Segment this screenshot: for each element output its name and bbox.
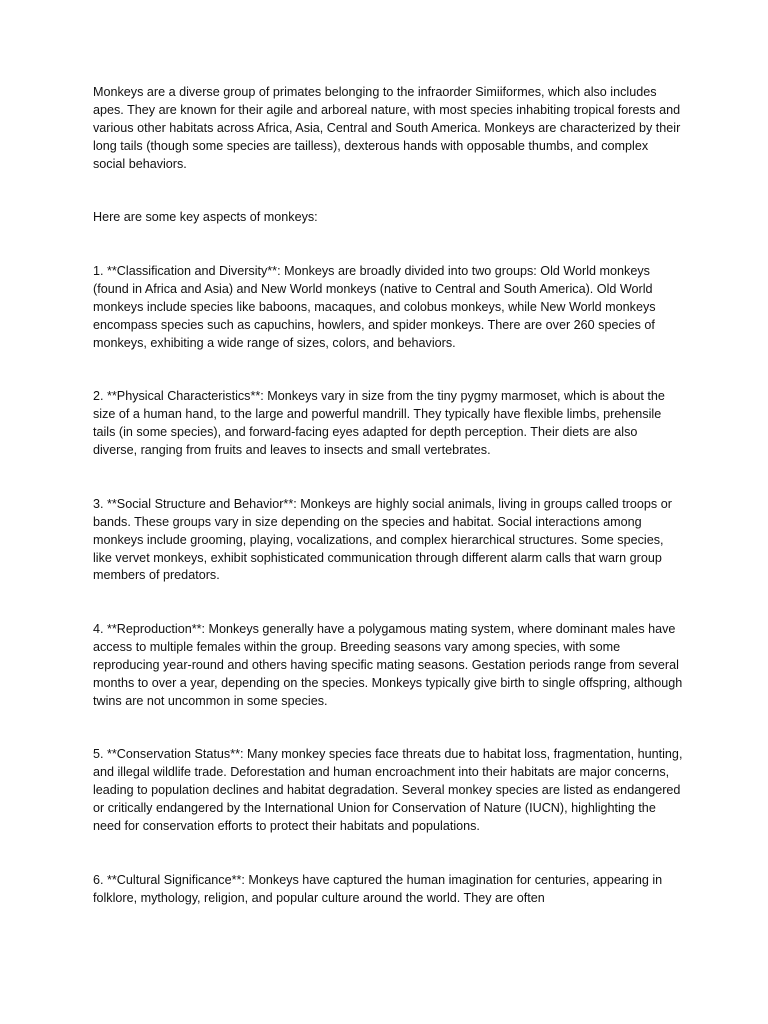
point-reproduction: 4. **Reproduction**: Monkeys generally have a polygamous mating system, where dominant males have access to multiple females within the group. Breeding seasons vary among species, with some reproducing year-round and others having specific mating seasons. Gestation periods range from several months to over a year, depending on the species. Monkeys typically give birth to single offspring, although twins are not uncommon in some species. [93, 622, 683, 708]
point-cultural-significance: 6. **Cultural Significance**: Monkeys have captured the human imagination for centuries, appearing in folklore, mythology, religion, and popular culture around the world. They are often [93, 872, 663, 905]
lead-in-paragraph: Here are some key aspects of monkeys: [93, 210, 318, 225]
point-physical-characteristics: 2. **Physical Characteristics**: Monkeys vary in size from the tiny pygmy marmoset, which is about the size of a human hand, to the large and powerful mandrill. They typically have flexible limbs, prehensile tails (in some species), and forward-facing eyes adapted for depth perception. Their diets are also diverse, ranging from fruits and leaves to insects and small vertebrates. [93, 389, 665, 458]
intro-paragraph: Monkeys are a diverse group of primates belonging to the infraorder Simiiformes, which also includes apes. They are known for their agile and arboreal nature, with most species inhabiting tropical forests and various other habitats across Africa, Asia, Central and South America. Monkeys are characterized by their long tails (though some species are tailless), dexterous hands with opposable thumbs, and complex social behaviors. [93, 85, 681, 171]
point-social-structure-behavior: 3. **Social Structure and Behavior**: Monkeys are highly social animals, living in groups called troops or bands. These groups vary in size depending on the species and habitat. Social interactions among monkeys include grooming, playing, vocalizations, and complex hierarchical structures. Some species, like vervet monkeys, exhibit sophisticated communication through different alarm calls that warn group members of predators. [93, 496, 672, 583]
point-classification-diversity: 1. **Classification and Diversity**: Monkeys are broadly divided into two groups: Old World monkeys (found in Africa and Asia) and New World monkeys (native to Central and South America). Old World monkeys include species like baboons, macaques, and colobus monkeys, while New World monkeys encompass species such as capuchins, howlers, and spider monkeys. There are over 260 species of monkeys, exhibiting a wide range of sizes, colors, and behaviors. [93, 264, 656, 350]
document-page [93, 84, 683, 943]
point-conservation-status: 5. **Conservation Status**: Many monkey species face threats due to habitat loss, fragmentation, hunting, and illegal wildlife trade. Deforestation and human encroachment into their habitats are major concerns, leading to population declines and habitat degradation. Several monkey species are listed as endangered or critically endangered by the International Union for Conservation of Nature (IUCN), highlighting the need for conservation efforts to protect their habitats and populations. [93, 747, 683, 834]
